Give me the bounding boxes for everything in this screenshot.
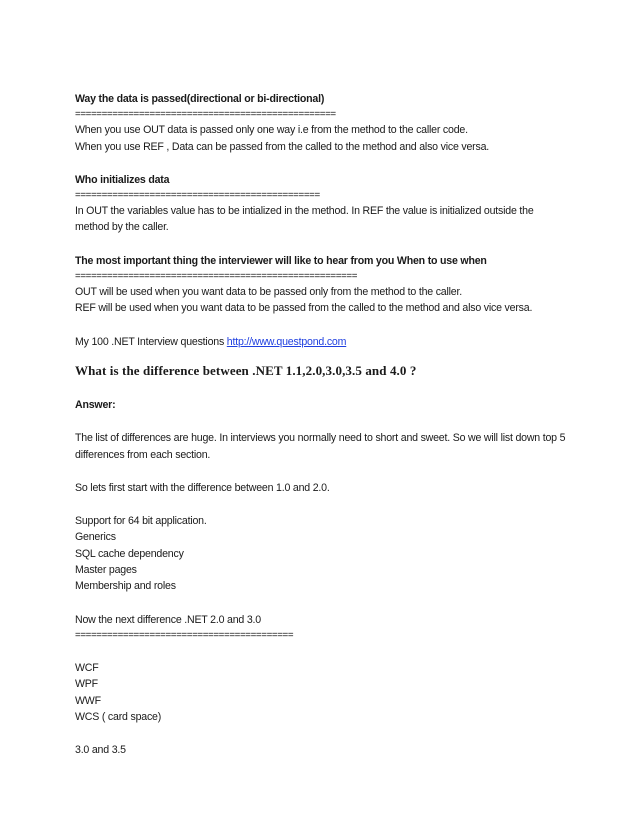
list-item: WPF: [75, 678, 98, 691]
paragraph-text: In OUT the variables value has to be intialized in the method. In REF the value is initialized outside the method by the caller.: [75, 205, 534, 234]
start-line: So lets first start with the difference between 1.0 and 2.0.: [75, 481, 330, 494]
separator-line: ==============================================: [75, 190, 320, 202]
next-difference-line: Now the next difference .NET 2.0 and 3.0: [75, 613, 261, 626]
list-item: WCS ( card space): [75, 710, 162, 723]
list-item: SQL cache dependency: [75, 547, 184, 560]
separator-line: =========================================: [75, 629, 294, 641]
last-line: 3.0 and 3.5: [75, 744, 126, 757]
section-title-when-to-use: The most important thing the interviewer will like to hear from you When to use when: [75, 254, 487, 267]
list-dotnet-30: [75, 660, 598, 725]
promo-line: [75, 334, 598, 350]
list-item: Master pages: [75, 564, 137, 577]
answer-label: Answer:: [75, 398, 116, 411]
section-title-direction: Way the data is passed(directional or bi-directional): [75, 93, 325, 105]
list-dotnet-20: [75, 513, 598, 594]
list-item: Membership and roles: [75, 580, 176, 593]
list-item: WCF: [75, 661, 99, 674]
paragraph-line: OUT will be used when you want data to be passed only from the method to the caller.: [75, 286, 462, 299]
paragraph-line: REF will be used when you want data to be passed from the called to the method and also vice versa.: [75, 302, 533, 315]
list-item: Support for 64 bit application.: [75, 515, 207, 528]
paragraph-line: When you use REF , Data can be passed from the called to the method and also vice versa.: [75, 140, 490, 153]
paragraph-line: When you use OUT data is passed only one way i.e from the method to the caller code.: [75, 124, 468, 137]
answer-intro: The list of differences are huge. In interviews you normally need to short and sweet. So we will list down top 5 differences from each section.: [75, 432, 566, 461]
question-heading: What is the difference between .NET 1.1,2.0,3.0,3.5 and 4.0 ?: [75, 362, 417, 378]
questpond-link[interactable]: http://www.questpond.com: [226, 335, 347, 348]
separator-line: =====================================================: [75, 271, 358, 283]
list-item: Generics: [75, 531, 116, 544]
section-title-initializes: Who initializes data: [75, 173, 170, 186]
promo-text: My 100 .NET Interview questions: [75, 335, 227, 348]
list-item: WWF: [75, 694, 101, 707]
separator-line: =================================================: [75, 109, 336, 121]
